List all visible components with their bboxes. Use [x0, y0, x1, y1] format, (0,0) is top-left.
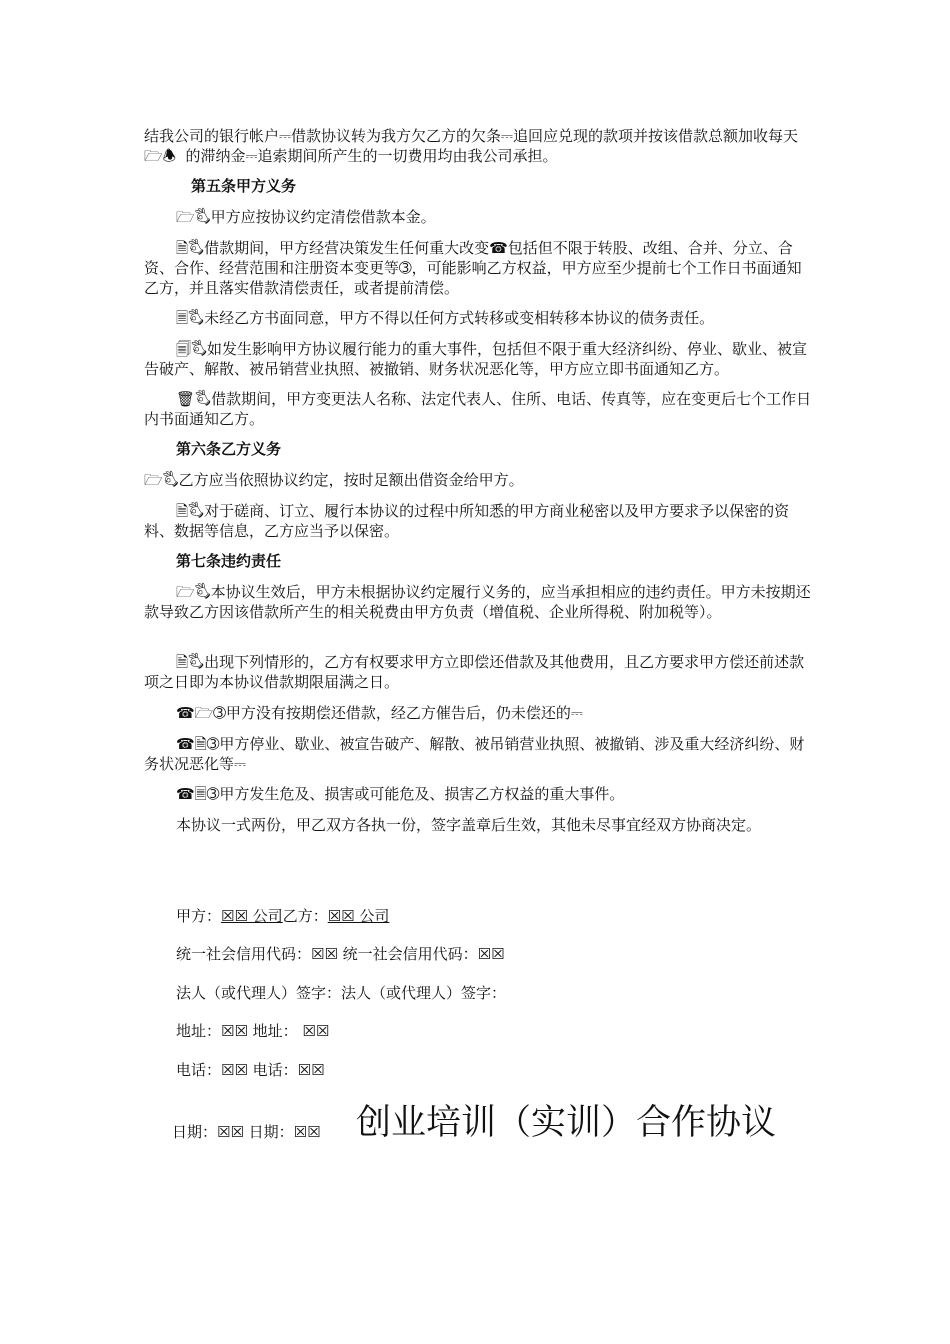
- signature-date-line: 日期：☒☒ 日期：☒☒: [172, 1123, 321, 1141]
- party-a-label: 甲方：: [176, 907, 222, 925]
- signature-legal-rep-line: 法人（或代理人）签字：法人（或代理人）签字：: [176, 984, 507, 1002]
- party-b-value: ☒☒ 公司: [327, 907, 390, 925]
- paragraph-article-7-item-1: 🗁🖏本协议生效后，甲方未根据协议约定履行义务的，应当承担相应的违约责任。甲方未按期还款导致乙方因该借款所产生的相关税费由甲方负责（增值税、企业所得税、附加税等）。: [144, 583, 811, 621]
- paragraph-article-6-item-2: 🗎🖏对于磋商、订立、履行本协议的过程中所知悉的甲方商业秘密以及甲方要求予以保密的资料、数据等信息，乙方应当予以保密。: [144, 502, 790, 540]
- paragraph-closing-clause: 本协议一式两份，甲乙双方各执一份，签字盖章后生效，其他未尽事宜经双方协商决定。: [176, 816, 762, 834]
- party-b-label: 乙方：: [282, 907, 328, 925]
- paragraph-article-5-item-5: 🗑🖏借款期间，甲方变更法人名称、法定代表人、住所、电话、传真等，应在变更后七个工作日内书面通知乙方。: [144, 390, 812, 428]
- paragraph-article-7-item-2: 🗎🖏出现下列情形的，乙方有权要求甲方立即偿还借款及其他费用，且乙方要求甲方偿还前述款项之日即为本协议借款期限届满之日。: [144, 653, 805, 691]
- signature-credit-code-line: 统一社会信用代码：☒☒ 统一社会信用代码：☒☒: [176, 945, 505, 963]
- signature-party-line: [176, 906, 389, 926]
- paragraph-article-7-case-1: ☎🗁➂甲方没有按期偿还借款，经乙方催告后，仍未偿还的⎓: [176, 704, 583, 722]
- paragraph-article-5-item-1: 🗁🖏甲方应按协议约定清偿借款本金。: [176, 208, 436, 226]
- paragraph-article-7-case-2: ☎🗎➂甲方停业、歇业、被宣告破产、解散、被吊销营业执照、被撤销、涉及重大经济纠纷、财务状况恶化等⎓: [144, 735, 805, 773]
- section-heading-article-5: 第五条甲方义务: [191, 177, 297, 195]
- next-document-title: 创业培训（实训）合作协议: [356, 1103, 777, 1143]
- party-a-value: ☒☒ 公司: [221, 907, 283, 925]
- paragraph-article-5-item-4: 🗐🖏如发生影响甲方协议履行能力的重大事件，包括但不限于重大经济纠纷、停业、歇业、被宣告破产、解散、被吊销营业执照、被撤销、财务状况恶化等，甲方应立即书面通知乙方。: [144, 340, 808, 378]
- section-heading-article-7: 第七条违约责任: [176, 552, 282, 570]
- paragraph-article-6-item-1: 🗁🖏乙方应当依照协议约定，按时足额出借资金给甲方。: [144, 471, 524, 489]
- paragraph-article-5-item-2: 🗎🖏借款期间，甲方经营决策发生任何重大改变☎包括但不限于转股、改组、合并、分立、合资、合作、经营范围和注册资本变更等➂，可能影响乙方权益，甲方应至少提前七个工作日书面通知乙方，并且落实借款清偿责任，或者提前清偿。: [144, 239, 802, 297]
- section-heading-article-6: 第六条乙方义务: [176, 440, 282, 458]
- paragraph-penalty-clause: 结我公司的银行帐户⎓借款协议转为我方欠乙方的欠条⎓追回应兑现的款项并按该借款总额加收每天 🗁🕭 的滞纳金⎓追索期间所产生的一切费用均由我公司承担。: [144, 127, 813, 165]
- signature-phone-line: 电话：☒☒ 电话：☒☒: [176, 1061, 325, 1079]
- paragraph-article-7-case-3: ☎🗏➂甲方发生危及、损害或可能危及、损害乙方权益的重大事件。: [176, 785, 625, 803]
- paragraph-article-5-item-3: 🗏🖏未经乙方书面同意，甲方不得以任何方式转移或变相转移本协议的债务责任。: [176, 309, 715, 327]
- signature-address-line: 地址：☒☒ 地址： ☒☒: [176, 1022, 330, 1040]
